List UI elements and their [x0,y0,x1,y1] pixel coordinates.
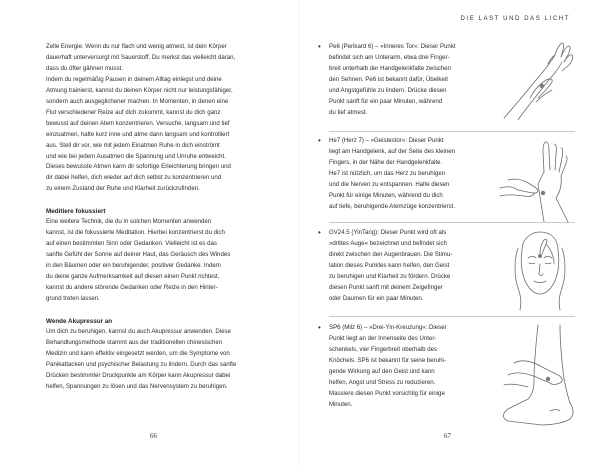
page-number-right: 67 [444,432,451,440]
text-line: schenkels, vier Fingerbreit oberhalb des [329,345,438,353]
text-line: und Angstgefühle zu lindern. Drücke diesen [329,86,447,94]
text-line: dir dabei helfen, dich wieder auf dich selbst zu konzentrieren und [46,174,222,182]
book-gutter [298,0,302,467]
text-line: oder Daumen für ein paar Minuten. [329,294,424,302]
acupressure-paragraph [46,327,284,393]
text-line: Indem du regelmäßig Pausen in deinem Alltag einlegst und deine [46,75,222,83]
text-line: He7 (Herz 7) – »Geistestor«: Dieser Punkt [329,137,444,144]
acupoint-text [318,228,490,305]
pressure-point-marker [546,377,550,381]
bullet-icon: • [318,323,321,332]
text-line: helfen, Spannungen zu lösen und das Nervensystem zu beruhigen. [46,382,228,390]
text-line: Massiere diesen Punkt vorsichtig für einige [329,389,445,397]
text-line: diesen Punkt sanft mit deinem Zeigefinger [329,283,443,291]
forearm-inner-gate-illustration [500,40,578,120]
text-line: du tief atmest. [329,108,368,116]
text-line: Zelle Energie. Wenn du nur flach und wenig atmest, ist dein Körper [46,43,227,50]
text-line: zu beruhigen und Klarheit zu fördern. Drücke [329,272,451,280]
text-line: Flut verschiedener Reize auf dich zukommt, kannst du dich ganz [46,108,221,116]
divider-line [329,316,575,317]
text-line: befindet sich am Unterarm, etwa drei Finger- [329,53,450,61]
text-line: Drücken bestimmter Druckpunkte am Körper kann Akupressur dabei [46,371,231,379]
section-heading-meditation: Meditiere fokussiert [46,208,106,216]
acupoint-pe6 [318,42,580,132]
text-line: bewusst auf deinen Atem konzentrieren. Versuche, langsam und tief [46,119,230,127]
text-line: auf einen bestimmten Sinn oder Gedanken. Vielleicht ist es das [46,240,217,248]
page-number-left: 66 [150,432,157,440]
text-line: lation dieses Punktes kann helfen, den Geist [329,261,450,269]
text-line: aus. Stell dir vor, wie mit jedem Einatmen Ruhe in dich einströmt [46,141,220,149]
acupoint-he7 [318,136,580,226]
text-line: Punkt für einige Minuten, während du dich [329,191,443,199]
text-line: und wie bei jedem Ausatmen die Spannung und Unruhe entweicht. [46,152,226,160]
text-line: Minuten. [329,400,353,408]
pressure-point-marker [540,84,544,88]
acupoint-text [318,42,490,119]
text-line: und die Nerven zu entspannen. Halte diesen [329,180,450,188]
running-head: DIE LAST UND DAS LICHT [460,16,570,22]
text-line: Um dich zu beruhigen, kannst du auch Akupressur anwenden. Diese [46,327,231,335]
pressure-point-marker [538,254,542,258]
text-line: liegt am Handgelenk, auf der Seite des kleinen [329,147,456,155]
divider-line [329,131,575,132]
text-line: Atmung trainierst, kannst du deinen Körper nicht nur leistungsfähiger, [46,86,233,94]
text-line: Punkt sanft für ein paar Minuten, während [329,97,443,105]
bullet-icon: • [318,228,321,237]
bullet-icon: • [318,136,321,145]
text-line: He7 ist nützlich, um das Herz zu beruhigen [329,169,446,177]
section-heading-acupressure: Wende Akupressur an [46,317,113,325]
pressure-point-marker [541,191,545,195]
text-line: Medizin und kann effektiv eingesetzt werden, um die Symptome von [46,349,230,357]
text-line: du deine ganze Aufmerksamkeit auf diesen einen Punkt richtest, [46,273,220,281]
text-line: SP6 (Milz 6) – »Drei-Yin-Kreuzung«: Dieser [329,324,447,331]
text-line: sondern auch ausgeglichener machen. In Momenten, in denen eine [46,97,229,105]
ankle-three-yin-illustration [498,323,580,429]
text-line: Panikattacken und psychischer Belastung zu lindern. Durch das sanfte [46,360,237,368]
acupoint-text [318,136,490,213]
text-line: auf tiefe, beruhigende Atemzüge konzentrierst. [329,202,456,210]
text-line: direkt zwischen den Augenbrauen. Die Stimu- [329,250,453,258]
text-line: breit unterhalb der Handgelenkfalte zwischen [329,64,451,72]
text-line: Knöchels. SP6 ist bekannt für seine beruhi- [329,356,446,364]
text-line: zu einem Zustand der Ruhe und Klarheit zurückzufinden. [46,185,200,193]
text-line: kannst du andere störende Gedanken oder Reize in den Hinter- [46,284,218,292]
text-line: in den Bäumen oder ein beruhigender, positiver Gedanke. Indem [46,262,221,270]
acupoint-sp6 [318,323,580,433]
text-line: GV24.5 (YinTang): Dieser Punkt wird oft als [329,229,447,236]
text-line: dauerhaft unterversorgt mit Sauerstoff. Du merkst das vielleicht daran, [46,53,236,61]
text-line: grund treten lassen. [46,295,100,303]
acupoint-gv24-5 [318,228,580,320]
text-line: einzuatmen, halte kurz inne und atme dann langsam und kontrolliert [46,130,230,138]
text-line: Punkt liegt an der Innenseite des Unter- [329,334,437,342]
text-line: sanfte Gefühl der Sonne auf deiner Haut, das Geräusch des Windes [46,251,231,259]
acupoint-text [318,323,490,411]
wrist-spirit-gate-illustration [498,140,580,224]
text-line: »drittes Auge« bezeichnet und befindet sich [329,239,447,247]
meditation-paragraph [46,217,284,305]
text-line: Fingers, in der Nähe der Handgelenkfalte. [329,158,443,166]
text-line: helfen, Angst und Stress zu reduzieren. [329,378,436,386]
bullet-icon: • [318,42,321,51]
text-line: den Sehnen. Pe6 ist bekannt dafür, Übelkeit [329,75,448,83]
text-line: kannst, ist die fokussierte Meditation. Hierbei konzentrierst du dich [46,229,225,237]
intro-paragraph [46,42,284,195]
text-line: Pe6 (Perikard 6) – »Inneres Tor«: Dieser Punkt [329,43,456,50]
face-third-eye-illustration [504,230,576,314]
text-line: Dieses bewusste Atmen kann dir sofortige Erleichterung bringen und [46,163,231,171]
left-page [46,42,284,393]
text-line: Behandlungsmethode stammt aus der traditionellen chinesischen [46,338,223,346]
text-line: Eine weitere Technik, die du in solchen Momenten anwenden [46,218,212,226]
text-line: dass du öfter gähnen musst. [46,64,123,72]
text-line: gende Wirkung auf den Geist und kann [329,367,435,375]
divider-line [329,222,575,223]
